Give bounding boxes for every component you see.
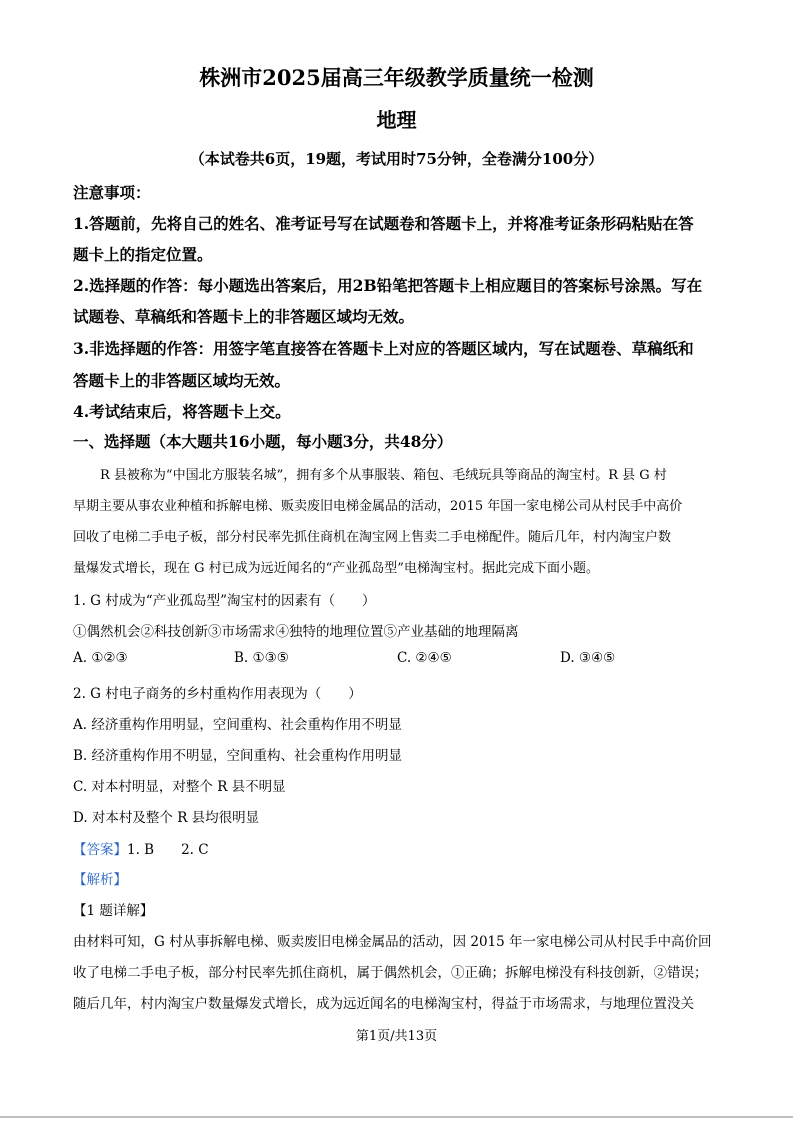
question-2-option-b: B. 经济重构作用不明显，空间重构、社会重构作用明显 [73, 748, 403, 764]
notice-line: 1.答题前，先将自己的姓名、准考证号写在试题卷和答题卡上，并将准考证条形码粘贴在答 [73, 214, 694, 233]
notice-heading: 注意事项： [73, 183, 151, 202]
question-1-option-b: B. ①③⑤ [234, 650, 289, 666]
analysis-line: 由材料可知，G 村从事拆解电梯、贩卖废旧电梯金属品的活动，因 2015 年一家电梯公司从村民手中高价回 [73, 934, 712, 950]
notice-line: 4.考试结束后，将答题卡上交。 [73, 402, 291, 421]
question-1-stem: 1. G 村成为“产业孤岛型”淘宝村的因素有（ ） [73, 593, 376, 609]
notice-line: 3.非选择题的作答：用签字笔直接答在答题卡上对应的答题区域内，写在试题卷、草稿纸和 [73, 339, 694, 358]
question-2-option-a: A. 经济重构作用明显，空间重构、社会重构作用不明显 [73, 717, 402, 733]
notice-line: 题卡上的指定位置。 [73, 245, 213, 264]
notice-line: 答题卡上的非答题区域均无效。 [73, 371, 291, 390]
question-2-option-c: C. 对本村明显，对整个 R 县不明显 [73, 779, 286, 795]
material-line: 回收了电梯二手电子板，部分村民率先抓住商机在淘宝网上售卖二手电梯配件。随后几年，村内淘宝户数 [73, 530, 672, 545]
answer-label: 【答案】 [73, 842, 127, 858]
subject-title: 地理 [376, 108, 417, 132]
analysis-line: 随后几年，村内淘宝户数量爆发式增长，成为远近闻名的电梯淘宝村，得益于市场需求，与地理位置没关 [73, 996, 694, 1012]
question-1-option-d: D. ③④⑤ [560, 650, 616, 666]
exam-title: 株洲市2025届高三年级教学质量统一检测 [199, 65, 594, 90]
material-line: R 县被称为“中国北方服装名城”，拥有多个从事服装、箱包、毛绒玩具等商品的淘宝村。R 县 G 村 [100, 468, 667, 483]
notice-line: 2.选择题的作答：每小题选出答案后，用2B铅笔把答题卡上相应题目的答案标号涂黑。写在 [73, 276, 703, 295]
question-1-factors: ①偶然机会②科技创新③市场需求④独特的地理位置⑤产业基础的地理隔离 [73, 624, 519, 640]
answer-text: 1. B 2. C [127, 842, 209, 858]
analysis-label: 【解析】 [73, 872, 127, 888]
question-1-option-a: A. ①②③ [73, 650, 128, 666]
question-2-option-d: D. 对本村及整个 R 县均很明显 [73, 810, 260, 826]
material-line: 量爆发式增长，现在 G 村已成为远近闻名的“产业孤岛型”电梯淘宝村。据此完成下面小题。 [73, 561, 599, 576]
material-line: 早期主要从事农业种植和拆解电梯、贩卖废旧电梯金属品的活动，2015 年国一家电梯公司从村民手中高价 [73, 499, 683, 514]
analysis-detail-heading: 【1 题详解】 [73, 903, 154, 919]
analysis-line: 收了电梯二手电子板，部分村民率先抓住商机，属于偶然机会，①正确；拆解电梯没有科技创新，②错误； [73, 965, 708, 981]
question-2-stem: 2. G 村电子商务的乡村重构作用表现为（ ） [73, 686, 362, 702]
question-1-option-c: C. ②④⑤ [397, 650, 452, 666]
page-number: 第1页/共13页 [355, 1029, 438, 1044]
answer-line [73, 838, 209, 858]
section-heading: 一、选择题（本大题共16小题，每小题3分，共48分） [73, 432, 453, 451]
notice-line: 试题卷、草稿纸和答题卡上的非答题区域均无效。 [73, 307, 415, 326]
bottom-divider [0, 1116, 793, 1118]
exam-info: （本试卷共6页，19题，考试用时75分钟，全卷满分100分） [189, 150, 604, 168]
